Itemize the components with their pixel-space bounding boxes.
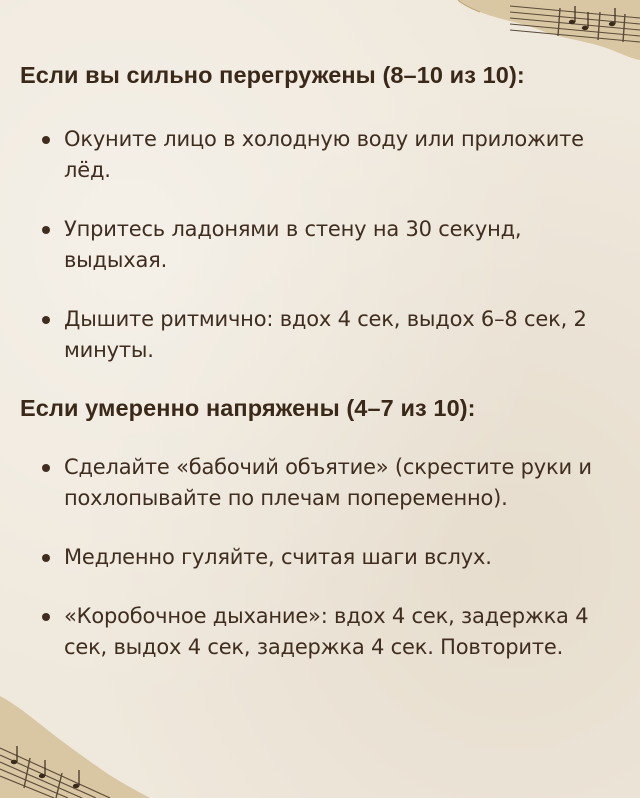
- list-item-text: Упритесь ладонями в стену на 30 секунд, выдыхая.: [64, 216, 522, 272]
- bullet-icon: [42, 613, 50, 621]
- tips-list: [20, 452, 620, 663]
- list-item: [20, 452, 620, 514]
- bullet-icon: [42, 464, 50, 472]
- tips-list: [20, 124, 620, 366]
- list-item: [20, 124, 620, 186]
- list-item-text: Окуните лицо в холодную воду или приложите лёд.: [64, 126, 584, 182]
- bullet-icon: [42, 316, 50, 324]
- list-item: [20, 304, 620, 366]
- list-item: [20, 214, 620, 276]
- list-item: [20, 601, 620, 663]
- bullet-icon: [42, 136, 50, 144]
- section-severe: [20, 60, 620, 366]
- section-heading: Если вы сильно перегружены (8–10 из 10):: [20, 62, 525, 88]
- list-item-text: Дышите ритмично: вдох 4 сек, выдох 6–8 сек, 2 минуты.: [64, 306, 587, 362]
- bullet-icon: [42, 226, 50, 234]
- list-item: [20, 542, 620, 573]
- sheet-music-corner-icon: [440, 0, 640, 62]
- list-item-text: «Коробочное дыхание»: вдох 4 сек, задержка 4 сек, выдох 4 сек, задержка 4 сек. Повторите.: [64, 604, 589, 660]
- section-heading: Если умеренно напряжены (4–7 из 10):: [20, 394, 476, 421]
- tips-document: [20, 60, 620, 663]
- sheet-music-corner-icon: [0, 688, 150, 798]
- bullet-icon: [42, 554, 50, 562]
- list-item-text: Сделайте «бабочий объятие» (скрестите руки и похлопывайте по плечам попеременно).: [64, 455, 592, 511]
- list-item-text: Медленно гуляйте, считая шаги вслух.: [64, 545, 492, 570]
- section-moderate: [20, 393, 620, 664]
